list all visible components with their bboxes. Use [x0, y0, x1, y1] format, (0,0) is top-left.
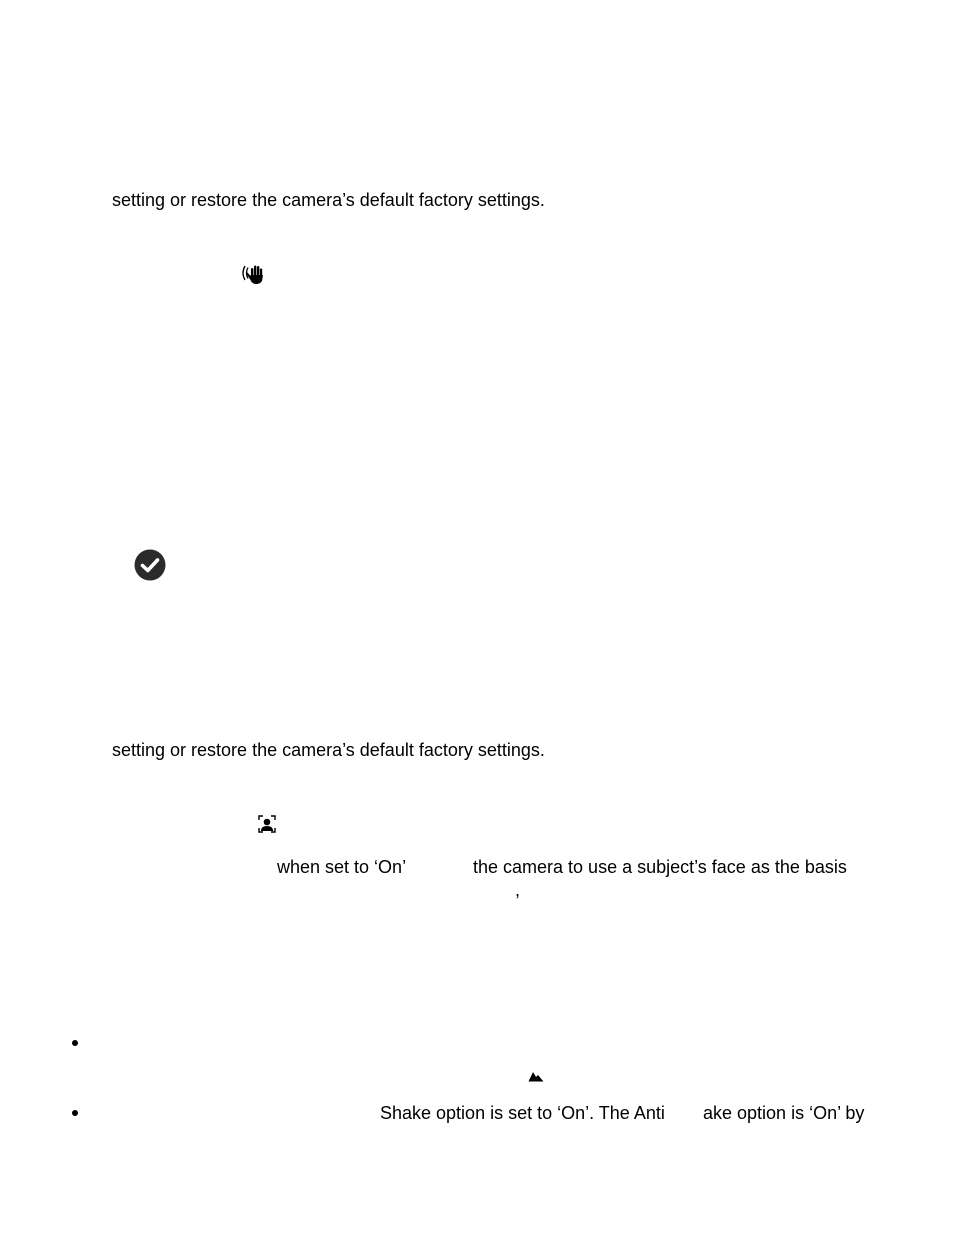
face-detection-comma: ,	[515, 880, 521, 900]
check-circle-icon	[134, 549, 166, 581]
bullet-1	[72, 1040, 78, 1046]
hand-shake-icon	[240, 263, 266, 285]
settings-restore-text-2: setting or restore the camera’s default factory settings.	[112, 740, 545, 760]
mountain-icon	[528, 1070, 544, 1082]
face-detection-text-b: the camera to use a subject’s face as the basis	[473, 857, 847, 877]
bullet-2	[72, 1110, 78, 1116]
anti-shake-text-a: Shake option is set to ‘On’. The Anti	[380, 1103, 665, 1123]
anti-shake-text-b: ake option is ‘On’ by	[703, 1103, 865, 1123]
face-detection-icon	[258, 815, 276, 833]
settings-restore-text-1: setting or restore the camera’s default factory settings.	[112, 190, 545, 210]
face-detection-text-a: when set to ‘On’	[277, 857, 407, 877]
